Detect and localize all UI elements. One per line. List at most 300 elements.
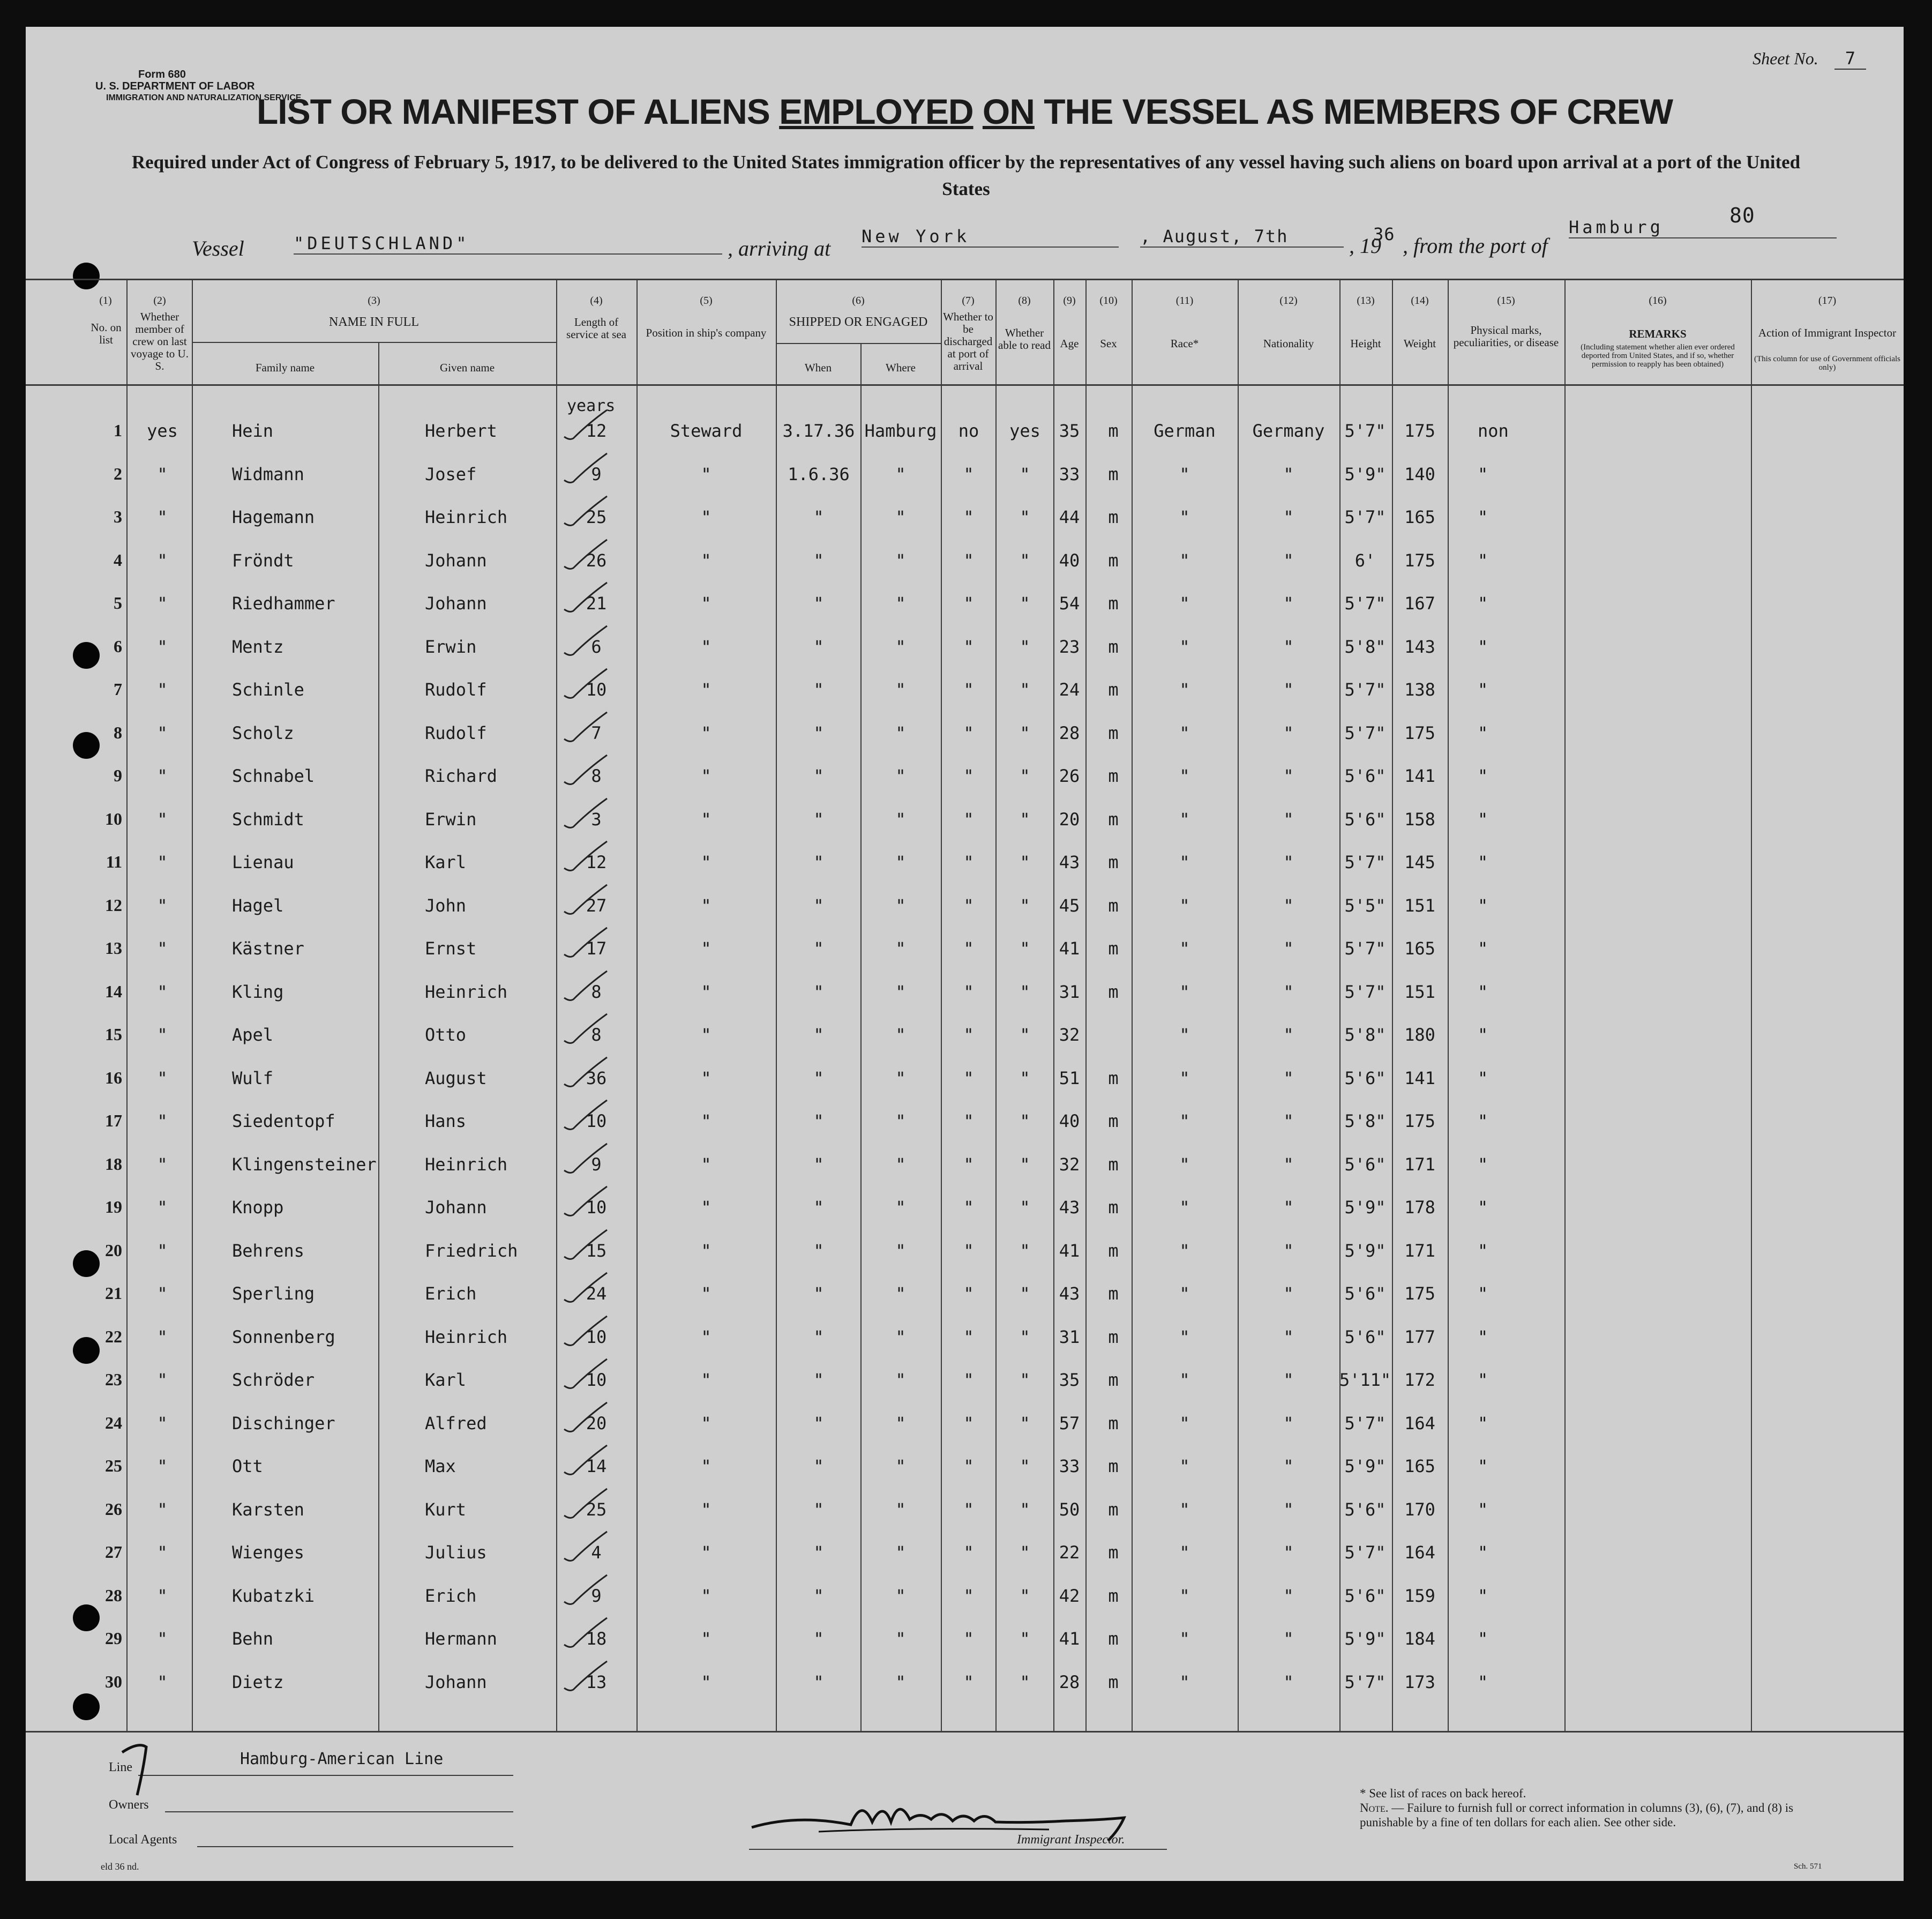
cell-marks: " [1478, 981, 1488, 1002]
cell-marks: " [1478, 1240, 1488, 1261]
cell-family: Kubatzki [232, 1585, 315, 1606]
row-number: 25 [105, 1456, 122, 1475]
cell-sex: m [1108, 895, 1119, 916]
cell-age: 45 [1059, 895, 1080, 916]
cell-sex: m [1108, 1067, 1119, 1088]
cell-family: Schröder [232, 1370, 315, 1390]
cell-discharged: " [963, 1370, 974, 1390]
cell-sex: m [1108, 464, 1119, 484]
cell-where: " [895, 1025, 906, 1045]
check-mark [561, 1097, 610, 1135]
cell-marks: " [1478, 464, 1488, 484]
cell-age: 41 [1059, 938, 1080, 959]
col-number: (12) [1279, 295, 1298, 307]
cell-where: " [895, 1067, 906, 1088]
cell-position: " [701, 550, 712, 571]
cell-marks: " [1478, 1283, 1488, 1304]
cell-family: Kling [232, 981, 284, 1002]
cell-marks: " [1478, 1629, 1488, 1649]
cell-height: 6' [1354, 550, 1376, 571]
cell-where: " [895, 1413, 906, 1433]
cell-age: 33 [1059, 464, 1080, 484]
cell-when: 3.17.36 [782, 421, 855, 441]
cell-position: " [701, 809, 712, 830]
cell-age: 22 [1059, 1542, 1080, 1563]
cell-given: Heinrich [425, 507, 508, 527]
cell-family: Apel [232, 1025, 274, 1045]
cell-weight: 165 [1404, 1456, 1435, 1476]
cell-when: " [813, 1456, 824, 1476]
header-able-to-read: Whether able to read [998, 326, 1051, 352]
cell-race: " [1179, 636, 1190, 657]
cell-service: 14 [586, 1456, 607, 1476]
col-number: (6) [852, 295, 865, 307]
cell-service: 36 [586, 1067, 607, 1088]
header-sex: Sex [1100, 337, 1117, 350]
cell-sex: m [1108, 1585, 1119, 1606]
cell-discharged: " [963, 981, 974, 1002]
cell-service: 9 [591, 1154, 602, 1175]
cell-where: " [895, 938, 906, 959]
cell-last-voyage: " [157, 680, 168, 700]
cell-read: " [1020, 938, 1030, 959]
cell-discharged: " [963, 722, 974, 743]
cell-age: 41 [1059, 1240, 1080, 1261]
cell-read: " [1020, 1283, 1030, 1304]
cell-race: " [1179, 507, 1190, 527]
cell-discharged: " [963, 464, 974, 484]
cell-race: German [1154, 421, 1216, 441]
cell-read: " [1020, 507, 1030, 527]
cell-read: " [1020, 722, 1030, 743]
cell-service: 4 [591, 1542, 602, 1563]
cell-last-voyage: " [157, 938, 168, 959]
check-mark [561, 451, 610, 488]
cell-marks: " [1478, 1585, 1488, 1606]
cell-position: " [701, 1154, 712, 1175]
cell-service: 10 [586, 680, 607, 700]
cell-service: 21 [586, 593, 607, 614]
cell-nationality: " [1283, 1671, 1294, 1692]
cell-family: Hagemann [232, 507, 315, 527]
cell-given: Erich [425, 1283, 477, 1304]
cell-height: 5'7" [1344, 1671, 1386, 1692]
cell-weight: 175 [1404, 1111, 1435, 1131]
cell-service: 25 [586, 1499, 607, 1520]
cell-race: " [1179, 680, 1190, 700]
cell-height: 5'8" [1344, 1111, 1386, 1131]
cell-race: " [1179, 1499, 1190, 1520]
cell-nationality: " [1283, 550, 1294, 571]
cell-nationality: " [1283, 1197, 1294, 1218]
cell-where: " [895, 722, 906, 743]
cell-last-voyage: " [157, 464, 168, 484]
punch-hole [73, 1604, 100, 1631]
cell-height: 5'6" [1344, 1326, 1386, 1347]
cell-where: " [895, 593, 906, 614]
cell-service: 10 [586, 1370, 607, 1390]
cell-service: 27 [586, 895, 607, 916]
cell-marks: " [1478, 1499, 1488, 1520]
cell-given: Julius [425, 1542, 487, 1563]
row-number: 23 [105, 1370, 122, 1389]
cell-nationality: " [1283, 1499, 1294, 1520]
cell-age: 31 [1059, 1326, 1080, 1347]
cell-service: 15 [586, 1240, 607, 1261]
year-suffix: 36 [1373, 224, 1395, 244]
row-number: 29 [105, 1629, 122, 1648]
cell-height: 5'5" [1344, 895, 1386, 916]
cell-position: " [701, 1585, 712, 1606]
cell-position: " [701, 1111, 712, 1131]
header-age: Age [1060, 337, 1079, 350]
cell-weight: 145 [1404, 852, 1435, 872]
cell-sex: m [1108, 1499, 1119, 1520]
cell-discharged: " [963, 1197, 974, 1218]
cell-marks: " [1478, 636, 1488, 657]
row-number: 15 [105, 1025, 122, 1044]
cell-where: " [895, 550, 906, 571]
cell-where: " [895, 1326, 906, 1347]
cell-marks: " [1478, 938, 1488, 959]
cell-service: 9 [591, 1585, 602, 1606]
cell-where: " [895, 852, 906, 872]
cell-last-voyage: " [157, 1456, 168, 1476]
cell-service: 7 [591, 722, 602, 743]
cell-marks: " [1478, 1025, 1488, 1045]
cell-last-voyage: " [157, 809, 168, 830]
cell-height: 5'7" [1344, 981, 1386, 1002]
cell-discharged: " [963, 766, 974, 786]
cell-read: " [1020, 464, 1030, 484]
cell-service: 10 [586, 1197, 607, 1218]
cell-sex: m [1108, 766, 1119, 786]
cell-given: Richard [425, 766, 497, 786]
cell-race: " [1179, 1154, 1190, 1175]
cell-race: " [1179, 1456, 1190, 1476]
cell-given: Josef [425, 464, 477, 484]
cell-height: 5'7" [1344, 507, 1386, 527]
cell-when: " [813, 1370, 824, 1390]
cell-position: " [701, 1025, 712, 1045]
cell-when: " [813, 1111, 824, 1131]
header-shipped-engaged: SHIPPED OR ENGAGED [789, 315, 928, 329]
cell-weight: 165 [1404, 507, 1435, 527]
cell-family: Dischinger [232, 1413, 335, 1433]
cell-discharged: " [963, 593, 974, 614]
cell-sex: m [1108, 1542, 1119, 1563]
cell-marks: " [1478, 1370, 1488, 1390]
cell-sex: m [1108, 680, 1119, 700]
cell-weight: 177 [1404, 1326, 1435, 1347]
cell-when: 1.6.36 [788, 464, 850, 484]
cell-last-voyage: " [157, 1197, 168, 1218]
cell-race: " [1179, 1671, 1190, 1692]
check-mark [561, 1184, 610, 1221]
cell-when: " [813, 852, 824, 872]
vessel-name: "DEUTSCHLAND" [294, 233, 722, 255]
cell-race: " [1179, 938, 1190, 959]
cell-height: 5'7" [1344, 593, 1386, 614]
cell-race: " [1179, 1413, 1190, 1433]
cell-weight: 165 [1404, 938, 1435, 959]
cell-marks: " [1478, 1154, 1488, 1175]
row-number: 28 [105, 1585, 122, 1605]
cell-weight: 143 [1404, 636, 1435, 657]
check-mark [561, 1313, 610, 1351]
cell-position: " [701, 680, 712, 700]
cell-given: Kurt [425, 1499, 467, 1520]
cell-given: Johann [425, 550, 487, 571]
cell-service: 6 [591, 636, 602, 657]
cell-when: " [813, 1025, 824, 1045]
line-value: Hamburg-American Line [240, 1750, 444, 1768]
col-number: (15) [1497, 295, 1515, 307]
check-mark [561, 1572, 610, 1610]
cell-sex: m [1108, 1111, 1119, 1131]
owners-label: Owners [109, 1798, 149, 1812]
cell-family: Fröndt [232, 550, 294, 571]
cell-where: " [895, 507, 906, 527]
check-mark [561, 666, 610, 704]
cell-last-voyage: " [157, 766, 168, 786]
cell-service: 12 [586, 421, 607, 441]
header-position: Position in ship's company [646, 326, 767, 339]
cell-last-voyage: " [157, 1240, 168, 1261]
cell-height: 5'9" [1344, 1456, 1386, 1476]
cell-service: 10 [586, 1111, 607, 1131]
cell-age: 40 [1059, 550, 1080, 571]
cell-discharged: " [963, 1629, 974, 1649]
arriving-port: New York [862, 226, 1119, 248]
cell-last-voyage: " [157, 1542, 168, 1563]
header-bottom-rule [26, 384, 1904, 386]
col-number: (16) [1649, 295, 1667, 307]
cell-read: " [1020, 1111, 1030, 1131]
table-bottom-rule [26, 1731, 1904, 1733]
cell-where: " [895, 895, 906, 916]
cell-discharged: " [963, 507, 974, 527]
cell-given: Erwin [425, 636, 477, 657]
cell-position: " [701, 1283, 712, 1304]
col-rule [378, 343, 379, 1731]
cell-last-voyage: " [157, 1111, 168, 1131]
cell-discharged: " [963, 1456, 974, 1476]
header-when: When [804, 361, 832, 374]
row-number: 1 [114, 421, 122, 440]
cell-sex: m [1108, 1283, 1119, 1304]
cell-service: 3 [591, 809, 602, 830]
cell-when: " [813, 680, 824, 700]
check-mark [561, 1055, 610, 1092]
cell-age: 50 [1059, 1499, 1080, 1520]
cell-when: " [813, 1326, 824, 1347]
cell-given: Heinrich [425, 981, 508, 1002]
cell-service: 26 [586, 550, 607, 571]
cell-sex: m [1108, 1154, 1119, 1175]
cell-marks: " [1478, 593, 1488, 614]
cell-sex: m [1108, 1413, 1119, 1433]
cell-read: " [1020, 1456, 1030, 1476]
cell-last-voyage: yes [147, 421, 178, 441]
row-number: 20 [105, 1240, 122, 1260]
cell-nationality: " [1283, 722, 1294, 743]
cell-age: 43 [1059, 852, 1080, 872]
cell-where: " [895, 1111, 906, 1131]
cell-discharged: " [963, 809, 974, 830]
header-weight: Weight [1403, 337, 1436, 350]
cell-marks: non [1478, 421, 1509, 441]
col-number: (13) [1357, 295, 1375, 307]
check-mark [561, 537, 610, 574]
header-no-on-list: No. on list [91, 321, 122, 346]
form-number: Form 680 [138, 69, 186, 80]
cell-service: 20 [586, 1413, 607, 1433]
cell-given: John [425, 895, 467, 916]
cell-position: " [701, 1326, 712, 1347]
sheet-number [1753, 48, 1866, 69]
sheet-label: Sheet No. [1753, 49, 1818, 68]
cell-nationality: " [1283, 1025, 1294, 1045]
header-given-name: Given name [439, 361, 495, 374]
cell-race: " [1179, 1283, 1190, 1304]
cell-given: Heinrich [425, 1326, 508, 1347]
col-number: (10) [1099, 295, 1118, 307]
cell-when: " [813, 1067, 824, 1088]
cell-where: " [895, 1197, 906, 1218]
check-mark [561, 839, 610, 876]
page-subtitle: Required under Act of Congress of February 5, 1917, to be delivered to the United States immigration officer by the representatives of any vessel having such aliens on board upon arrival at a port of the United States [131, 152, 1801, 199]
cell-race: " [1179, 1542, 1190, 1563]
cell-where: " [895, 1370, 906, 1390]
years-note: years [567, 397, 616, 415]
cell-family: Dietz [232, 1671, 284, 1692]
cell-given: Ernst [425, 938, 477, 959]
cell-position: " [701, 636, 712, 657]
cell-marks: " [1478, 1067, 1488, 1088]
cell-nationality: " [1283, 636, 1294, 657]
cell-service: 17 [586, 938, 607, 959]
cell-family: Scholz [232, 722, 294, 743]
cell-sex: m [1108, 550, 1119, 571]
cell-weight: 175 [1404, 722, 1435, 743]
table-top-rule [26, 279, 1904, 280]
cell-height: 5'7" [1344, 938, 1386, 959]
cell-weight: 178 [1404, 1197, 1435, 1218]
cell-where: " [895, 981, 906, 1002]
cell-age: 42 [1059, 1585, 1080, 1606]
col-number: (2) [153, 295, 166, 307]
cell-last-voyage: " [157, 593, 168, 614]
cell-family: Mentz [232, 636, 284, 657]
cell-where: " [895, 1154, 906, 1175]
cell-sex: m [1108, 1671, 1119, 1692]
cell-given: Alfred [425, 1413, 487, 1433]
cell-last-voyage: " [157, 507, 168, 527]
cell-weight: 141 [1404, 766, 1435, 786]
cell-nationality: " [1283, 1111, 1294, 1131]
row-number: 5 [114, 593, 122, 613]
cell-race: " [1179, 1585, 1190, 1606]
cell-age: 35 [1059, 1370, 1080, 1390]
check-mark [561, 1270, 610, 1308]
cell-height: 5'7" [1344, 852, 1386, 872]
header-race: Race* [1170, 337, 1199, 350]
cell-age: 32 [1059, 1154, 1080, 1175]
cell-read: " [1020, 593, 1030, 614]
cell-height: 5'8" [1344, 1025, 1386, 1045]
cell-height: 5'7" [1344, 421, 1386, 441]
cell-family: Knopp [232, 1197, 284, 1218]
cell-sex: m [1108, 636, 1119, 657]
cell-where: " [895, 1499, 906, 1520]
cell-read: " [1020, 981, 1030, 1002]
cell-service: 18 [586, 1629, 607, 1649]
cell-nationality: " [1283, 1370, 1294, 1390]
cell-marks: " [1478, 680, 1488, 700]
check-mark [561, 1227, 610, 1265]
row-number: 18 [105, 1154, 122, 1174]
cell-race: " [1179, 1111, 1190, 1131]
cell-weight: 171 [1404, 1240, 1435, 1261]
cell-weight: 140 [1404, 464, 1435, 484]
cell-weight: 138 [1404, 680, 1435, 700]
cell-service: 12 [586, 852, 607, 872]
cell-family: Kästner [232, 938, 304, 959]
cell-position: " [701, 1370, 712, 1390]
cell-family: Ott [232, 1456, 263, 1476]
cell-where: " [895, 636, 906, 657]
col-number: (14) [1411, 295, 1429, 307]
vessel-line [160, 204, 1901, 279]
cell-last-voyage: " [157, 1067, 168, 1088]
cell-when: " [813, 809, 824, 830]
cell-where: " [895, 1283, 906, 1304]
cell-given: Johann [425, 593, 487, 614]
cell-where: Hamburg [864, 421, 937, 441]
cell-nationality: " [1283, 464, 1294, 484]
cell-family: Karsten [232, 1499, 304, 1520]
cell-race: " [1179, 981, 1190, 1002]
header-action: Action of Immigrant Inspector [1758, 326, 1897, 339]
cell-where: " [895, 1629, 906, 1649]
cell-given: Karl [425, 1370, 467, 1390]
cell-family: Lienau [232, 852, 294, 872]
cell-where: " [895, 1456, 906, 1476]
col-rule [1564, 279, 1566, 1731]
col-rule [1751, 279, 1752, 1731]
cell-discharged: " [963, 852, 974, 872]
cell-nationality: " [1283, 593, 1294, 614]
cell-race: " [1179, 1025, 1190, 1045]
cell-read: " [1020, 1499, 1030, 1520]
cell-given: Hermann [425, 1629, 497, 1649]
cell-family: Wulf [232, 1067, 274, 1088]
cell-weight: 158 [1404, 809, 1435, 830]
cell-when: " [813, 895, 824, 916]
cell-where: " [895, 809, 906, 830]
cell-nationality: " [1283, 1326, 1294, 1347]
cell-position: " [701, 1456, 712, 1476]
cell-read: " [1020, 895, 1030, 916]
col-number: (9) [1063, 295, 1076, 307]
cell-height: 5'9" [1344, 1197, 1386, 1218]
cell-where: " [895, 1240, 906, 1261]
cell-height: 5'6" [1344, 1499, 1386, 1520]
cell-position: " [701, 981, 712, 1002]
cell-last-voyage: " [157, 852, 168, 872]
row-number: 27 [105, 1542, 122, 1562]
